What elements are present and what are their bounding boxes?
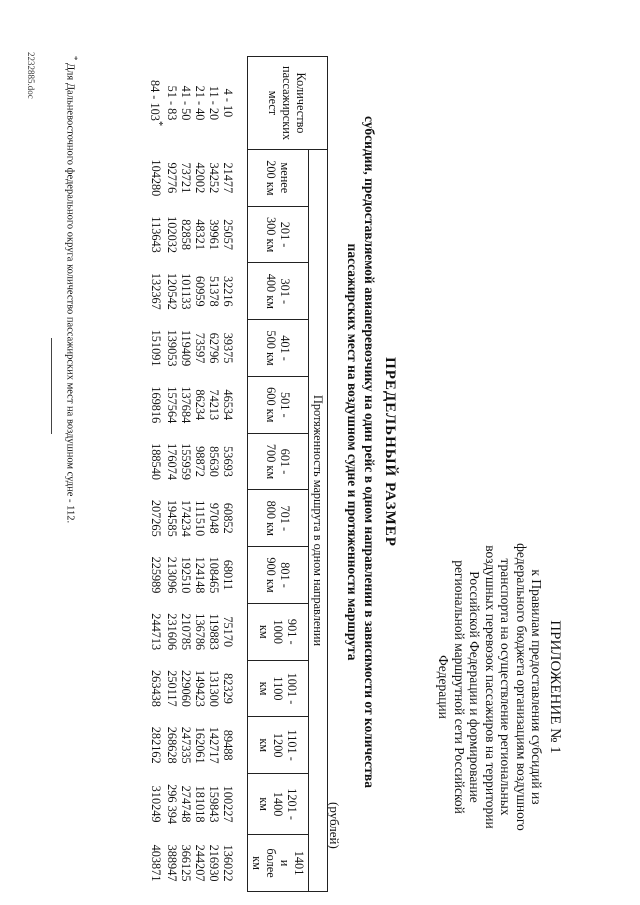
column-header xyxy=(248,490,309,547)
rotated-page xyxy=(20,12,620,892)
table-cell: 296 394 xyxy=(165,784,179,825)
table-cell: 42002 xyxy=(193,162,207,194)
column-header xyxy=(248,774,309,835)
appendix-number: ПРИЛОЖЕНИЕ № 1 xyxy=(547,620,563,754)
column-header-line: 501 - xyxy=(278,391,292,418)
table-cell: 97048 xyxy=(207,502,221,534)
table-cell: 34252 xyxy=(207,162,221,194)
table-cell: 268628 xyxy=(165,726,179,764)
table-cell: 136786 xyxy=(193,613,207,651)
table-cell: 39961 xyxy=(207,219,221,250)
row-header-line: Количество xyxy=(294,72,309,134)
row-label-text: 41 - 50 xyxy=(179,85,193,121)
table-cell: 131300 xyxy=(207,670,221,707)
column-header-line: 901 - xyxy=(285,618,299,645)
row-label xyxy=(193,57,207,150)
table-cell: 21477 xyxy=(221,162,235,194)
table-cell: 231606 xyxy=(165,613,179,651)
appendix-line: транспорта на осуществление региональных xyxy=(498,558,514,816)
table-cell: 136022 xyxy=(221,844,235,882)
appendix-block xyxy=(436,482,562,892)
row-label xyxy=(179,57,193,150)
table-cell: 89488 xyxy=(221,729,235,761)
column-header-line: 200 км xyxy=(264,160,278,196)
subtitle-line: пассажирских мест на воздушном судне и протяженности маршрута xyxy=(345,243,360,661)
table-cell: 39375 xyxy=(221,332,235,364)
column-header-line: 1000 xyxy=(271,619,285,645)
table-cell: 120542 xyxy=(165,272,179,310)
table-cell: 111510 xyxy=(193,500,207,537)
file-name: 2232885.doc xyxy=(26,52,36,99)
row-label-text: 21 - 40 xyxy=(193,85,207,121)
table-cell: 73721 xyxy=(179,162,193,194)
table-cell: 102032 xyxy=(165,216,179,254)
table-cell: 366125 xyxy=(179,844,193,882)
appendix-line: к Правилам предоставления субсидий из xyxy=(529,569,545,805)
table-cell: 101133 xyxy=(179,273,193,310)
row-label-text: 51 - 83 xyxy=(165,85,179,121)
row-label xyxy=(148,57,165,150)
column-header-line: 400 км xyxy=(264,273,278,309)
table-cell: 32216 xyxy=(221,275,235,307)
table-cell: 82858 xyxy=(179,219,193,250)
table-cell: 85630 xyxy=(207,446,221,477)
table-cell: 310249 xyxy=(149,785,164,823)
table-cell: 132367 xyxy=(149,272,164,310)
table-cell: 119409 xyxy=(179,329,193,367)
table-row xyxy=(165,57,179,892)
appendix-line: региональной маршрутной сети Российской xyxy=(452,560,467,814)
table-cell: 62796 xyxy=(207,332,221,364)
table-row xyxy=(193,57,207,892)
table-cell: 155959 xyxy=(179,443,193,480)
column-header-line: км xyxy=(250,856,264,870)
table-cell: 250117 xyxy=(165,670,179,707)
currency-unit: (рублей) xyxy=(327,802,342,849)
column-header-line: 1100 xyxy=(271,676,285,701)
table-cell: 229060 xyxy=(179,670,193,707)
column-header-line: км xyxy=(257,797,271,811)
row-label xyxy=(165,57,179,150)
table-cell: 124148 xyxy=(193,556,207,594)
table-row xyxy=(207,57,221,892)
row-header-line: пассажирских xyxy=(280,66,295,140)
row-label-text: 84 - 103 xyxy=(147,79,162,121)
column-header-line: 1201 - xyxy=(285,788,299,820)
column-header-line: 1101 - xyxy=(285,729,299,761)
column-header xyxy=(248,206,309,263)
column-header-line: менее xyxy=(278,162,292,194)
table-cell: 247335 xyxy=(179,726,193,764)
table-cell: 207265 xyxy=(149,499,164,537)
table-cell: 213096 xyxy=(165,556,179,594)
column-header-line: км xyxy=(257,624,271,639)
subtitle-line: субсидии, предоставляемой авиаперевозчику на один рейс в одном направлении в зависимости от количества xyxy=(362,116,377,788)
table-cell: 157564 xyxy=(165,386,179,424)
column-header-line: 1401 xyxy=(292,850,306,876)
divider-line xyxy=(51,338,52,434)
table-cell: 176074 xyxy=(165,443,179,480)
table-cell: 60852 xyxy=(221,502,235,534)
column-header-line: более xyxy=(264,848,278,878)
table-cell: 149423 xyxy=(193,670,207,707)
table-cell: 119883 xyxy=(207,613,221,650)
table-cell: 244207 xyxy=(193,844,207,882)
column-header xyxy=(248,433,309,490)
table-cell: 263438 xyxy=(149,670,164,707)
table-cell: 162061 xyxy=(193,726,207,764)
table-cell: 68011 xyxy=(221,559,235,591)
column-header-line: 601 - xyxy=(278,448,292,475)
column-header-line: 301 - xyxy=(278,278,292,305)
footnote xyxy=(65,56,81,523)
table-cell: 181018 xyxy=(193,785,207,823)
table-cell: 113643 xyxy=(149,216,164,253)
table-cell: 151091 xyxy=(149,329,164,367)
row-label-mark: * xyxy=(153,120,164,127)
table-cell: 100227 xyxy=(221,785,235,823)
table-cell: 159843 xyxy=(207,785,221,823)
column-header-line: 801 - xyxy=(278,562,292,588)
table-cell: 98872 xyxy=(193,446,207,477)
column-header-row xyxy=(248,57,309,892)
column-header-line: 1200 xyxy=(271,732,285,758)
column-header xyxy=(248,603,309,660)
table-cell: 403871 xyxy=(149,844,164,882)
table-cell: 82329 xyxy=(221,673,235,704)
row-label xyxy=(207,57,221,150)
table-cell: 188540 xyxy=(149,443,164,480)
table-cell: 74213 xyxy=(207,389,221,421)
column-header-line: 1400 xyxy=(271,791,285,817)
row-label-text: 4 - 10 xyxy=(221,88,235,118)
row-label xyxy=(221,57,248,150)
table-cell: 274748 xyxy=(179,785,193,823)
column-header-line: 600 км xyxy=(264,387,278,423)
table-cell: 46534 xyxy=(221,389,235,421)
table-cell: 60959 xyxy=(193,275,207,307)
appendix-line: федерального бюджета организациям воздушного xyxy=(514,543,529,831)
table-cell: 216930 xyxy=(207,844,221,882)
column-header xyxy=(248,660,309,717)
table-body xyxy=(148,57,248,892)
table-cell: 139053 xyxy=(165,329,179,367)
column-header xyxy=(248,376,309,433)
appendix-line: воздушных перевозок пассажиров на территории xyxy=(483,545,498,829)
column-header-line: и xyxy=(278,859,292,867)
column-header-line: 500 км xyxy=(264,330,278,366)
appendix-line: Федерации xyxy=(436,655,452,719)
table-cell: 104280 xyxy=(149,159,164,197)
column-header xyxy=(248,717,309,774)
table-cell: 225989 xyxy=(149,556,164,594)
table-cell: 388947 xyxy=(165,844,179,882)
document-title: ПРЕДЕЛЬНЫЙ РАЗМЕР xyxy=(382,357,398,547)
table-cell: 73597 xyxy=(193,332,207,364)
subsidy-table xyxy=(148,56,328,892)
appendix-line: Российской Федерации и формирование xyxy=(467,571,483,803)
table-cell: 142717 xyxy=(207,726,221,764)
table-cell: 210785 xyxy=(179,613,193,651)
table-cell: 194585 xyxy=(165,499,179,537)
table-cell: 137684 xyxy=(179,386,193,424)
table-cell: 53693 xyxy=(221,446,235,477)
table-row xyxy=(221,57,248,892)
column-header-line: 1001 - xyxy=(285,672,299,705)
column-header-line: 700 км xyxy=(264,443,278,480)
table-cell: 92776 xyxy=(165,162,179,194)
column-header-line: 300 км xyxy=(264,216,278,253)
column-header-line: 900 км xyxy=(264,557,278,593)
column-header xyxy=(248,547,309,604)
table-cell: 86234 xyxy=(193,389,207,421)
footnote-text: Для Дальневосточного федерального округа количество пассажирских мест на воздушном судне - 112. xyxy=(64,63,76,524)
table-cell: 192510 xyxy=(179,556,193,594)
table-cell: 108465 xyxy=(207,556,221,594)
column-header-line: 401 - xyxy=(278,335,292,361)
column-header-line: 201 - xyxy=(278,221,292,248)
row-label-text: 11 - 20 xyxy=(207,85,221,121)
document-subtitle xyxy=(344,12,378,892)
column-header xyxy=(248,835,309,892)
table-cell: 244713 xyxy=(149,613,164,651)
column-header xyxy=(248,263,309,320)
table-cell: 25057 xyxy=(221,219,235,250)
column-header-line: 800 км xyxy=(264,500,278,536)
table-cell: 75170 xyxy=(221,616,235,648)
row-header-cell xyxy=(248,57,328,150)
column-header-line: км xyxy=(257,681,271,696)
column-header-line: км xyxy=(257,738,271,753)
row-header-line: мест xyxy=(266,90,281,116)
column-header xyxy=(248,150,309,207)
footnote-mark: * xyxy=(70,56,80,61)
table-cell: 51378 xyxy=(207,275,221,307)
table-cell: 282162 xyxy=(149,726,164,764)
table-cell: 169816 xyxy=(149,386,164,424)
column-header xyxy=(248,320,309,377)
column-header-line: 701 - xyxy=(278,505,292,532)
table-cell: 48321 xyxy=(193,219,207,250)
table-row xyxy=(148,57,165,892)
table-row xyxy=(179,57,193,892)
table-cell: 174234 xyxy=(179,499,193,537)
group-header: Протяженность маршрута в одном направлении xyxy=(309,150,328,892)
